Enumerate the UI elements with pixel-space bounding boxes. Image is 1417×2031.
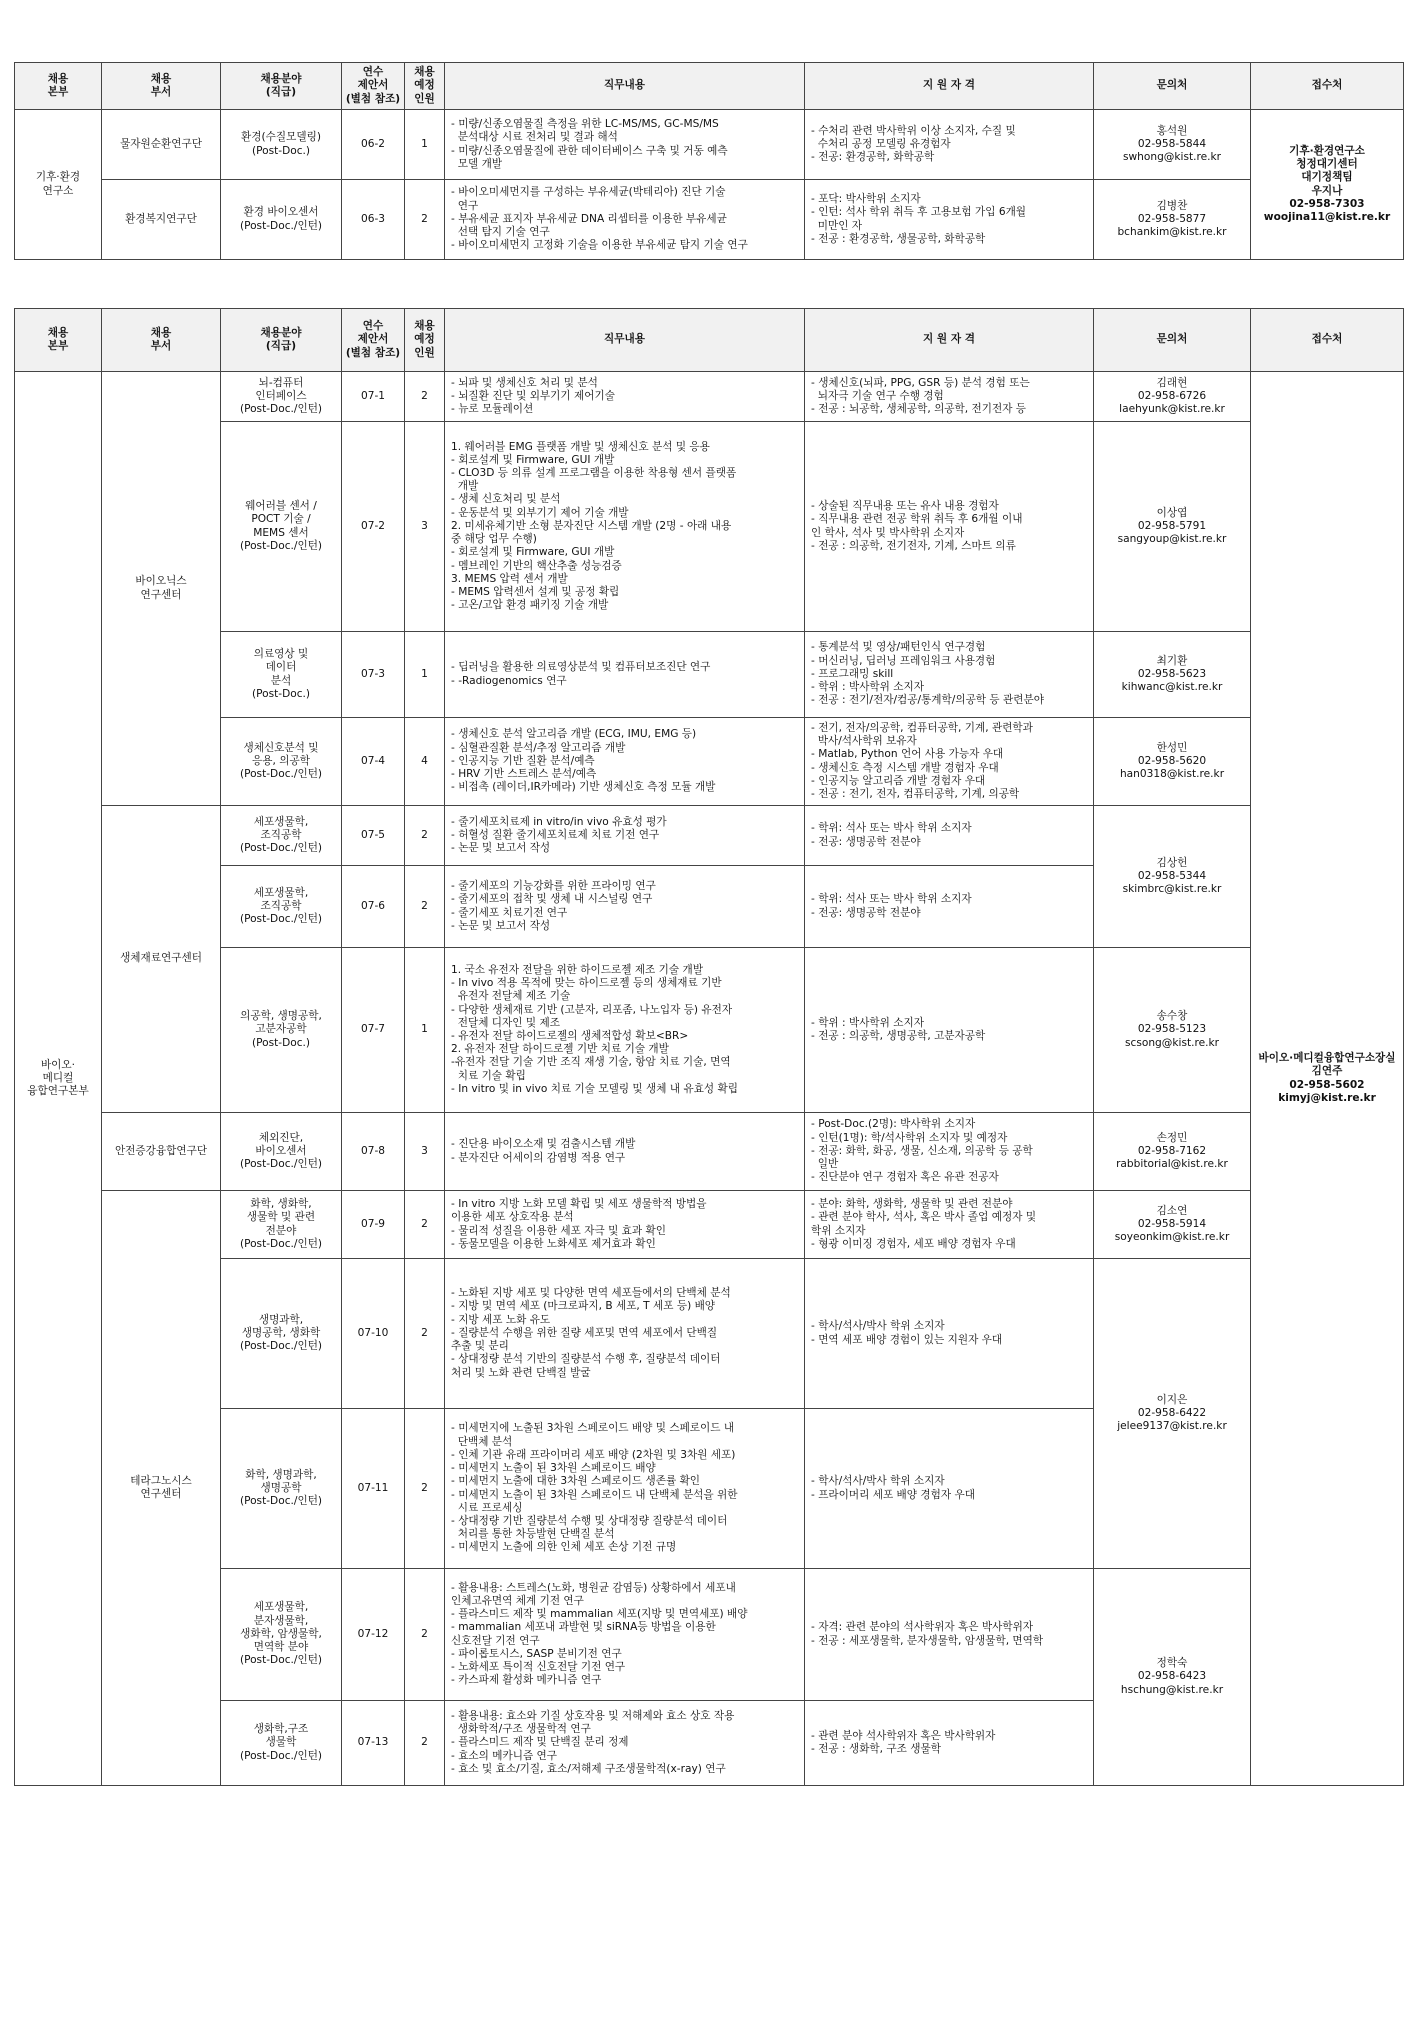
duties-cell — [445, 110, 805, 180]
text-line: - 인턴: 석사 학위 취득 후 고용보험 가입 6개월 — [811, 206, 1027, 219]
text-line: - 전공 : 전기, 전자, 컴퓨터공학, 기계, 의공학 — [811, 787, 1020, 800]
text-line: - 생체신호 분석 알고리즘 개발 (ECG, IMU, EMG 등) — [451, 728, 697, 741]
contact-cell: 이상엽 02-958-5791 sangyoup@kist.re.kr — [1094, 422, 1251, 632]
text-line: - 생체신호 측정 시스템 개발 경험자 우대 — [811, 761, 999, 774]
text-line: - 형광 이미징 경험자, 세포 배양 경험자 우대 — [811, 1237, 1016, 1250]
duties-cell — [445, 718, 805, 806]
text-line: - 학위: 석사 또는 박사 학위 소지자 — [811, 893, 972, 906]
text-line: - Post-Doc.(2명): 박사학위 소지자 — [811, 1118, 976, 1131]
header-reception: 접수처 — [1251, 63, 1404, 110]
contact-cell: 김상헌 02-958-5344 skimbrc@kist.re.kr — [1094, 806, 1251, 948]
text-line: - 질량분석 수행을 위한 질량 세포및 면역 세포에서 단백질 — [451, 1326, 718, 1339]
text-line: - 딥러닝을 활용한 의료영상분석 및 컴퓨터보조진단 연구 — [451, 661, 711, 674]
text-line: 미만인 자 — [811, 219, 863, 232]
field-cell: 생명과학, 생명공학, 생화학 (Post-Doc./인턴) — [221, 1259, 342, 1409]
text-line: - 동물모델을 이용한 노화세포 제거효과 확인 — [451, 1237, 656, 1250]
text-line: - 프라이머리 세포 배양 경험자 우대 — [811, 1488, 975, 1501]
text-line: - 전공 : 세포생물학, 분자생물학, 암생물학, 면역학 — [811, 1634, 1044, 1647]
duties-cell — [445, 806, 805, 866]
text-line: - 상대정량 분석 기반의 질량분석 수행 후, 질량분석 데이터 — [451, 1353, 721, 1366]
text-line: - 전공 : 의공학, 생명공학, 고분자공학 — [811, 1030, 986, 1042]
field-cell: 세포생물학, 조직공학 (Post-Doc./인턴) — [221, 806, 342, 866]
text-line: 전달체 디자인 및 제조 — [451, 1016, 560, 1029]
hire-count: 2 — [405, 372, 445, 422]
text-line: - 미세먼지 노출에 대한 3차원 스페로이드 생존률 확인 — [451, 1475, 701, 1488]
text-line: - 논문 및 보고서 작성 — [451, 842, 551, 855]
text-line: 연구 — [451, 199, 479, 212]
qualification-cell — [805, 1569, 1094, 1701]
proposal-code: 07-1 — [342, 372, 405, 422]
text-line: - 전기, 전자/의공학, 컴퓨터공학, 기계, 관련학과 — [811, 721, 1033, 734]
text-line: - 파이롭토시스, SASP 분비기전 연구 — [451, 1647, 622, 1660]
text-line: - 바이오미세먼지 고정화 기술을 이용한 부유세균 탐지 기술 연구 — [451, 239, 748, 252]
hire-count: 2 — [405, 1569, 445, 1701]
qualification-cell — [805, 806, 1094, 866]
contact-cell: 이지은 02-958-6422 jelee9137@kist.re.kr — [1094, 1259, 1251, 1569]
text-line: - 면역 세포 배양 경험이 있는 지원자 우대 — [811, 1333, 1003, 1346]
dept-cell-safety: 안전증강융합연구단 — [102, 1113, 221, 1191]
header-proposal: 연수 제안서 (별첨 참조) — [342, 63, 405, 110]
text-line: - 물리적 성질을 이용한 세포 자극 및 효과 확인 — [451, 1224, 666, 1237]
text-line: - 줄기세포의 접착 및 생체 내 시스널링 연구 — [451, 893, 653, 906]
reception-cell: 기후·환경연구소 청정대기센터 대기정책팀 우지나 02-958-7303 woojina11@kist.re.kr — [1251, 110, 1404, 260]
text-line: - 줄기세포치료제 in vitro/in vivo 유효성 평가 — [451, 815, 667, 828]
proposal-code: 07-2 — [342, 422, 405, 632]
header-field: 채용분야 (직급) — [221, 309, 342, 372]
proposal-code: 07-12 — [342, 1569, 405, 1701]
qualification-cell — [805, 110, 1094, 180]
duties-cell — [445, 948, 805, 1113]
text-line: - 진단분야 연구 경험자 혹은 유관 전공자 — [811, 1171, 999, 1184]
text-line: 선택 탐지 기술 연구 — [451, 226, 550, 239]
text-line: - 고온/고압 환경 패키징 기술 개발 — [451, 599, 609, 612]
proposal-code: 07-4 — [342, 718, 405, 806]
text-line: - 바이오미세먼지를 구성하는 부유세균(박테리아) 진단 기술 — [451, 186, 726, 199]
proposal-code: 07-11 — [342, 1409, 405, 1569]
text-line: 분석대상 시료 전처리 및 결과 해석 — [451, 131, 618, 144]
header-count: 채용 예정 인원 — [405, 63, 445, 110]
text-line: - 미량/신종오염물질 측정을 위한 LC-MS/MS, GC-MS/MS — [451, 118, 719, 131]
header-field: 채용분야 (직급) — [221, 63, 342, 110]
contact-cell: 손정민 02-958-7162 rabbitorial@kist.re.kr — [1094, 1113, 1251, 1191]
text-line: - 전공: 환경공학, 화학공학 — [811, 151, 935, 164]
proposal-code: 07-7 — [342, 948, 405, 1113]
proposal-code: 07-8 — [342, 1113, 405, 1191]
dept-cell-bionics: 바이오닉스 연구센터 — [102, 372, 221, 806]
text-line: 모델 개발 — [451, 157, 503, 170]
hire-count: 3 — [405, 1113, 445, 1191]
hire-count: 2 — [405, 180, 445, 260]
text-line: 처리를 통한 차등발현 단백질 분석 — [451, 1528, 615, 1541]
text-line: 박사/석사학위 보유자 — [811, 735, 917, 748]
text-line: - 전공: 생명공학 전분야 — [811, 835, 921, 848]
text-line: 1. 웨어러블 EMG 플랫폼 개발 및 생체신호 분석 및 응용 — [451, 440, 710, 453]
field-cell: 생화학,구조 생물학 (Post-Doc./인턴) — [221, 1701, 342, 1786]
text-line: - 생체 신호처리 및 분석 — [451, 493, 561, 506]
proposal-code: 07-10 — [342, 1259, 405, 1409]
text-line: - Matlab, Python 언어 사용 가능자 우대 — [811, 748, 1004, 761]
reception-cell: 바이오·메디컬융합연구소장실 김연주 02-958-5602 kimyj@kist.re.kr — [1251, 372, 1404, 1786]
text-line: - 인공지능 기반 질환 분석/예측 — [451, 754, 595, 767]
text-line: - 활용내용: 효소와 기질 상호작용 및 저해제와 효소 상호 작용 — [451, 1709, 735, 1722]
hire-count: 4 — [405, 718, 445, 806]
text-line: 시료 프로세싱 — [451, 1501, 523, 1514]
text-line: 추출 및 분리 — [451, 1340, 509, 1353]
text-line: - 뇌파 및 생체신호 처리 및 분석 — [451, 376, 598, 389]
text-line: - 머신러닝, 딥러닝 프레임워크 사용경험 — [811, 654, 996, 667]
text-line: - 다양한 생체재료 기반 (고분자, 리포좀, 나노입자 등) 유전자 — [451, 1003, 733, 1016]
field-cell: 뇌-컴퓨터 인터페이스 (Post-Doc./인턴) — [221, 372, 342, 422]
qualification-cell — [805, 1259, 1094, 1409]
text-line: - 전공 : 의공학, 전기전자, 기계, 스마트 의류 — [811, 539, 1016, 552]
qualification-cell — [805, 1701, 1094, 1786]
text-line: - 지방 세포 노화 유도 — [451, 1313, 551, 1326]
proposal-code: 07-13 — [342, 1701, 405, 1786]
text-line: - 상대정량 기반 질량분석 수행 및 상대정량 질량분석 데이터 — [451, 1514, 728, 1527]
text-line: 학위 소지자 — [811, 1224, 866, 1237]
text-line: - 생체신호(뇌파, PPG, GSR 등) 분석 경험 또는 — [811, 376, 1030, 389]
field-cell: 웨어러블 센서 / POCT 기술 / MEMS 센서 (Post-Doc./인턴) — [221, 422, 342, 632]
header-hq: 채용 본부 — [15, 63, 102, 110]
header-dept: 채용 부서 — [102, 309, 221, 372]
text-line: 처리 및 노화 관련 단백질 발굴 — [451, 1366, 591, 1379]
text-line: - 수처리 관련 박사학위 이상 소지자, 수질 및 — [811, 124, 1016, 137]
text-line: - 운동분석 및 외부기기 제어 기술 개발 — [451, 506, 629, 519]
text-line: - 멤브레인 기반의 핵산추출 성능검증 — [451, 559, 622, 572]
text-line: - 논문 및 보고서 작성 — [451, 919, 551, 932]
text-line: - 지방 및 면역 세포 (마크로파지, B 세포, T 세포 등) 배양 — [451, 1300, 716, 1313]
text-line: 이용한 세포 상호작용 분석 — [451, 1211, 574, 1224]
text-line: 일반 — [811, 1158, 839, 1171]
field-cell: 화학, 생명과학, 생명공학 (Post-Doc./인턴) — [221, 1409, 342, 1569]
proposal-code: 06-3 — [342, 180, 405, 260]
hire-count: 1 — [405, 948, 445, 1113]
hire-count: 2 — [405, 866, 445, 948]
recruitment-table-biomedical — [14, 308, 1404, 1786]
text-line: - 통계분석 및 영상/패턴인식 연구경험 — [811, 641, 986, 654]
proposal-code: 06-2 — [342, 110, 405, 180]
text-line: - In vivo 적용 목적에 맞는 하이드로젤 등의 생체재료 기반 — [451, 977, 722, 990]
contact-cell: 최기환 02-958-5623 kihwanc@kist.re.kr — [1094, 632, 1251, 718]
qualification-cell — [805, 422, 1094, 632]
duties-cell — [445, 372, 805, 422]
text-line: 중 해당 업무 수행) — [451, 533, 537, 546]
dept-cell-theragnosis: 테라그노시스 연구센터 — [102, 1191, 221, 1786]
text-line: 수처리 공정 모델링 유경험자 — [811, 137, 951, 150]
text-line: - 직무내용 관련 전공 학위 취득 후 6개월 이내 — [811, 513, 1023, 526]
text-line: - 플라스미드 제작 및 mammalian 세포(지방 및 면역세포) 배양 — [451, 1608, 748, 1621]
qualification-cell — [805, 718, 1094, 806]
hire-count: 2 — [405, 1701, 445, 1786]
text-line: - In vitro 및 in vivo 치료 기술 모델링 및 생체 내 유효성 확립 — [451, 1082, 738, 1095]
text-line: - 전공: 생명공학 전분야 — [811, 906, 921, 919]
text-line: 2. 유전자 전달 하이드로젤 기반 치료 기술 개발 — [451, 1043, 669, 1056]
contact-cell: 한성민 02-958-5620 han0318@kist.re.kr — [1094, 718, 1251, 806]
text-line: 인체고유면역 체계 기전 연구 — [451, 1594, 584, 1607]
text-line: - 허혈성 질환 줄기세포치료제 치료 기전 연구 — [451, 828, 660, 841]
field-cell: 체외진단, 바이오센서 (Post-Doc./인턴) — [221, 1113, 342, 1191]
field-cell: 세포생물학, 조직공학 (Post-Doc./인턴) — [221, 866, 342, 948]
text-line: - 줄기세포 치료기전 연구 — [451, 906, 568, 919]
text-line: - 회로설계 및 Firmware, GUI 개발 — [451, 546, 615, 559]
text-line: - 노화세포 특이적 신호전달 기전 연구 — [451, 1660, 626, 1673]
dept-cell-biomaterials: 생체재료연구센터 — [102, 806, 221, 1113]
field-cell: 환경 바이오센서 (Post-Doc./인턴) — [221, 180, 342, 260]
text-line: - 인체 기관 유래 프라이머리 세포 배양 (2차원 및 3차원 세포) — [451, 1448, 736, 1461]
text-line: - 뉴로 모듈레이션 — [451, 403, 534, 416]
qualification-cell — [805, 1409, 1094, 1569]
text-line: - HRV 기반 스트레스 분석/예측 — [451, 768, 597, 781]
text-line: - 관련 분야 석사학위자 혹은 박사학위자 — [811, 1729, 996, 1742]
field-cell: 생체신호분석 및 응용, 의공학 (Post-Doc./인턴) — [221, 718, 342, 806]
text-line: - 인공지능 알고리즘 개발 경험자 우대 — [811, 774, 986, 787]
dept-cell: 물자원순환연구단 — [102, 110, 221, 180]
text-line: - 학위 : 박사학위 소지자 — [811, 681, 924, 694]
text-line: - 부유세균 표지자 부유세균 DNA 리셉터를 이용한 부유세균 — [451, 212, 727, 225]
hire-count: 1 — [405, 632, 445, 718]
qualification-cell — [805, 866, 1094, 948]
hire-count: 2 — [405, 806, 445, 866]
hq-cell: 기후·환경 연구소 — [15, 110, 102, 260]
proposal-code: 07-6 — [342, 866, 405, 948]
text-line: - 학사/석사/박사 학위 소지자 — [811, 1320, 945, 1333]
duties-cell — [445, 1569, 805, 1701]
contact-cell: 정학숙 02-958-6423 hschung@kist.re.kr — [1094, 1569, 1251, 1786]
text-line: - In vitro 지방 노화 모델 확립 및 세포 생물학적 방법을 — [451, 1198, 707, 1211]
proposal-code: 07-9 — [342, 1191, 405, 1259]
contact-cell: 김래현 02-958-6726 laehyunk@kist.re.kr — [1094, 372, 1251, 422]
header-hq: 채용 본부 — [15, 309, 102, 372]
hire-count: 2 — [405, 1409, 445, 1569]
duties-cell — [445, 1113, 805, 1191]
dept-cell: 환경복지연구단 — [102, 180, 221, 260]
text-line: 유전자 전달체 제조 기술 — [451, 990, 571, 1003]
text-line: - 전공 : 환경공학, 생물공학, 화학공학 — [811, 232, 986, 245]
text-line: - 활용내용: 스트레스(노화, 병원균 감염등) 상황하에서 세포내 — [451, 1581, 736, 1594]
text-line: - 전공 : 생화학, 구조 생물학 — [811, 1743, 941, 1755]
text-line: 생화학적/구조 생물학적 연구 — [451, 1723, 591, 1736]
duties-cell — [445, 866, 805, 948]
text-line: - 미세먼지 노출에 의한 인체 세포 손상 기전 규명 — [451, 1541, 677, 1554]
text-line: - 분자진단 어세이의 감염병 적용 연구 — [451, 1151, 626, 1164]
header-qualification: 지 원 자 격 — [805, 309, 1094, 372]
text-line: - 전공: 화학, 화공, 생물, 신소재, 의공학 등 공학 — [811, 1144, 1033, 1157]
qualification-cell — [805, 372, 1094, 422]
text-line: - 미세먼지 노출이 된 3차원 스페로이드 배양 — [451, 1462, 656, 1475]
text-line: - 미세먼지 노출이 된 3차원 스페로이드 내 단백체 분석을 위한 — [451, 1488, 738, 1501]
text-line: - 미세먼지에 노출된 3차원 스페로이드 배양 및 스페로이드 내 — [451, 1422, 735, 1435]
text-line: 뇌자극 기술 연구 수행 경험 — [811, 389, 944, 402]
text-line: - 관련 분야 학사, 석사, 혹은 박사 졸업 예정자 및 — [811, 1211, 1037, 1224]
duties-cell — [445, 632, 805, 718]
duties-cell — [445, 1259, 805, 1409]
text-line: - 줄기세포의 기능강화를 위한 프라이밍 연구 — [451, 880, 656, 893]
text-line: 인 학사, 석사 및 박사학위 소지자 — [811, 526, 965, 539]
text-line: - 전공 : 뇌공학, 생체공학, 의공학, 전기전자 등 — [811, 403, 1027, 416]
proposal-code: 07-5 — [342, 806, 405, 866]
proposal-code: 07-3 — [342, 632, 405, 718]
contact-cell: 김소연 02-958-5914 soyeonkim@kist.re.kr — [1094, 1191, 1251, 1259]
qualification-cell — [805, 632, 1094, 718]
text-line: - 회로설계 및 Firmware, GUI 개발 — [451, 453, 615, 466]
text-line: - 비접촉 (레이더,IR카메라) 기반 생체신호 측정 모듈 개발 — [451, 781, 716, 794]
duties-cell — [445, 1191, 805, 1259]
text-line: 2. 미세유체기반 소형 분자진단 시스템 개발 (2명 - 아래 내용 — [451, 519, 732, 532]
text-line: - 인턴(1명): 학/석사학위 소지자 및 예정자 — [811, 1131, 1008, 1144]
text-line: - CLO3D 등 의류 설계 프로그램을 이용한 착용형 센서 플랫폼 — [451, 467, 737, 480]
text-line: - 학사/석사/박사 학위 소지자 — [811, 1475, 945, 1488]
hq-cell: 바이오· 메디컬 융합연구본부 — [15, 372, 102, 1786]
duties-cell — [445, 1701, 805, 1786]
text-line: - 분야: 화학, 생화학, 생물학 및 관련 전분야 — [811, 1198, 1013, 1211]
text-line: -유전자 전달 기술 기반 조직 재생 기술, 항암 치료 기술, 면역 — [451, 1056, 731, 1069]
recruitment-table-climate — [14, 62, 1404, 260]
text-line: - 포닥: 박사학위 소지자 — [811, 193, 921, 206]
text-line: 치료 기술 확립 — [451, 1069, 526, 1082]
text-line: - MEMS 압력센서 설계 및 공정 확립 — [451, 585, 620, 598]
header-dept: 채용 부서 — [102, 63, 221, 110]
text-line: - -Radiogenomics 연구 — [451, 674, 567, 687]
field-cell: 화학, 생화학, 생물학 및 관련 전분야 (Post-Doc./인턴) — [221, 1191, 342, 1259]
qualification-cell — [805, 1191, 1094, 1259]
text-line: - 노화된 지방 세포 및 다양한 면역 세포들에서의 단백체 분석 — [451, 1287, 731, 1300]
text-line: 3. MEMS 압력 센서 개발 — [451, 572, 568, 585]
text-line: - 카스파제 활성화 메카니즘 연구 — [451, 1674, 602, 1687]
text-line: 신호전달 기전 연구 — [451, 1634, 540, 1647]
field-cell: 의공학, 생명공학, 고분자공학 (Post-Doc.) — [221, 948, 342, 1113]
text-line: - 심혈관질환 분석/추정 알고리즘 개발 — [451, 741, 626, 754]
header-contact: 문의처 — [1094, 63, 1251, 110]
qualification-cell — [805, 180, 1094, 260]
text-line: - 진단용 바이오소재 및 검출시스템 개발 — [451, 1138, 636, 1151]
contact-cell: 송수창 02-958-5123 scsong@kist.re.kr — [1094, 948, 1251, 1113]
duties-cell — [445, 180, 805, 260]
hire-count: 3 — [405, 422, 445, 632]
text-line: - 학위 : 박사학위 소지자 — [811, 1016, 924, 1029]
text-line: - 전공 : 전기/전자/컴공/통계학/의공학 등 관련분야 — [811, 694, 1044, 707]
hire-count: 1 — [405, 110, 445, 180]
contact-cell: 홍석원 02-958-5844 swhong@kist.re.kr — [1094, 110, 1251, 180]
duties-cell — [445, 422, 805, 632]
text-line: - 미량/신종오염물질에 관한 데이터베이스 구축 및 거동 예측 — [451, 144, 728, 157]
contact-cell: 김병찬 02-958-5877 bchankim@kist.re.kr — [1094, 180, 1251, 260]
text-line: 개발 — [451, 480, 479, 493]
text-line: - 플라스미드 제작 및 단백질 분리 정제 — [451, 1736, 629, 1749]
hire-count: 2 — [405, 1259, 445, 1409]
qualification-cell — [805, 1113, 1094, 1191]
text-line: - 유전자 전달 하이드로젤의 생체적합성 확보<BR> — [451, 1030, 689, 1042]
header-count: 채용 예정 인원 — [405, 309, 445, 372]
header-duties: 직무내용 — [445, 309, 805, 372]
field-cell: 의료영상 및 데이터 분석 (Post-Doc.) — [221, 632, 342, 718]
duties-cell — [445, 1409, 805, 1569]
field-cell: 세포생물학, 분자생물학, 생화학, 암생물학, 면역학 분야 (Post-Doc./인턴) — [221, 1569, 342, 1701]
text-line: - 상술된 직무내용 또는 유사 내용 경험자 — [811, 500, 999, 513]
field-cell: 환경(수질모델링) (Post-Doc.) — [221, 110, 342, 180]
header-reception: 접수처 — [1251, 309, 1404, 372]
hire-count: 2 — [405, 1191, 445, 1259]
text-line: 1. 국소 유전자 전달을 위한 하이드로젤 제조 기술 개발 — [451, 963, 703, 976]
header-duties: 직무내용 — [445, 63, 805, 110]
header-qualification: 지 원 자 격 — [805, 63, 1094, 110]
text-line: - 효소 및 효소/기질, 효소/저해제 구조생물학적(x-ray) 연구 — [451, 1762, 726, 1775]
qualification-cell — [805, 948, 1094, 1113]
header-contact: 문의처 — [1094, 309, 1251, 372]
text-line: 단백체 분석 — [451, 1435, 513, 1448]
header-proposal: 연수 제안서 (별첨 참조) — [342, 309, 405, 372]
text-line: - 효소의 메카니즘 연구 — [451, 1749, 558, 1762]
text-line: - 프로그래밍 skill — [811, 667, 894, 680]
text-line: - 학위: 석사 또는 박사 학위 소지자 — [811, 822, 972, 835]
text-line: - 뇌질환 진단 및 외부기기 제어기술 — [451, 389, 615, 402]
text-line: - 자격: 관련 분야의 석사학위자 혹은 박사학위자 — [811, 1621, 1034, 1634]
text-line: - mammalian 세포내 과발현 및 siRNA등 방법을 이용한 — [451, 1621, 716, 1634]
